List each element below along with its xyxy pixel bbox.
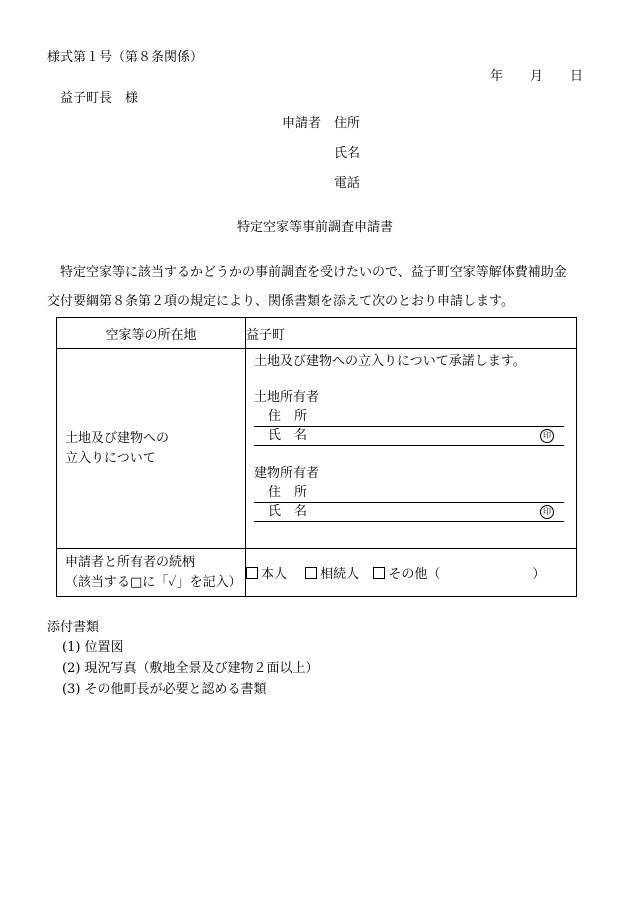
land-owner-heading: 土地所有者	[254, 390, 320, 405]
building-owner-heading: 建物所有者	[254, 466, 320, 481]
checkbox-self[interactable]	[246, 567, 258, 579]
attachment-item-3: (3) その他町長が必要と認める書類	[62, 682, 267, 697]
date-day: 日	[570, 69, 584, 84]
relation-options-cell	[246, 549, 577, 597]
building-owner-name-label: 氏 名	[268, 504, 308, 519]
entry-label-1: 土地及び建物への	[65, 430, 170, 446]
attachment-item-2: (2) 現況写真（敷地全景及び建物２面以上）	[62, 661, 319, 676]
option-other-label: その他（	[388, 567, 441, 582]
checkbox-other[interactable]	[373, 567, 385, 579]
location-row	[57, 318, 577, 349]
attachment-item-1: (1) 位置図	[62, 640, 124, 655]
building-owner-address-field[interactable]	[254, 484, 564, 503]
building-owner-seal-icon: 印	[540, 505, 554, 519]
land-owner-name-field[interactable]	[254, 427, 564, 446]
relation-label-cell	[57, 549, 246, 597]
form-number: 様式第１号（第８条関係）	[47, 50, 204, 65]
entry-label-2: 立入りについて	[65, 450, 156, 466]
option-heir-label: 相続人	[320, 567, 360, 582]
option-self-label: 本人	[261, 567, 288, 582]
application-table	[56, 317, 577, 597]
date-year: 年	[490, 69, 504, 84]
location-label: 空家等の所在地	[57, 318, 246, 349]
entry-content-cell	[246, 349, 577, 549]
option-other-close: ）	[532, 567, 546, 582]
land-owner-name-label: 氏 名	[268, 428, 308, 443]
date-month: 月	[530, 69, 544, 84]
land-owner-seal-icon: 印	[540, 429, 554, 443]
applicant-name-label: 氏名	[334, 146, 361, 161]
body-line-1: 特定空家等に該当するかどうかの事前調査を受けたいので、益子町空家等解体費補助金	[60, 265, 567, 280]
applicant-label: 申請者	[282, 116, 322, 131]
relation-row	[57, 549, 577, 597]
land-owner-address-field[interactable]	[254, 408, 564, 427]
relation-label-2: （該当する□に「✓」を記入）	[65, 574, 242, 590]
building-owner-name-field[interactable]	[254, 503, 564, 522]
land-owner-address-label: 住 所	[268, 409, 308, 424]
attachments-heading: 添付書類	[47, 620, 100, 635]
applicant-address-label: 住所	[334, 116, 361, 131]
entry-row	[57, 349, 577, 549]
addressee: 益子町長 様	[60, 91, 139, 106]
relation-label-1: 申請者と所有者の続柄	[65, 554, 196, 570]
applicant-phone-label: 電話	[334, 176, 361, 191]
building-owner-address-label: 住 所	[268, 485, 308, 500]
body-line-2: 交付要綱第８条第２項の規定により、関係書類を添えて次のとおり申請します。	[47, 294, 514, 309]
consent-text: 土地及び建物への立入りについて承諾します。	[254, 354, 526, 369]
location-value: 益子町	[246, 318, 577, 349]
checkbox-heir[interactable]	[305, 567, 317, 579]
document-title: 特定空家等事前調査申請書	[236, 220, 393, 235]
entry-label-cell	[57, 349, 246, 549]
